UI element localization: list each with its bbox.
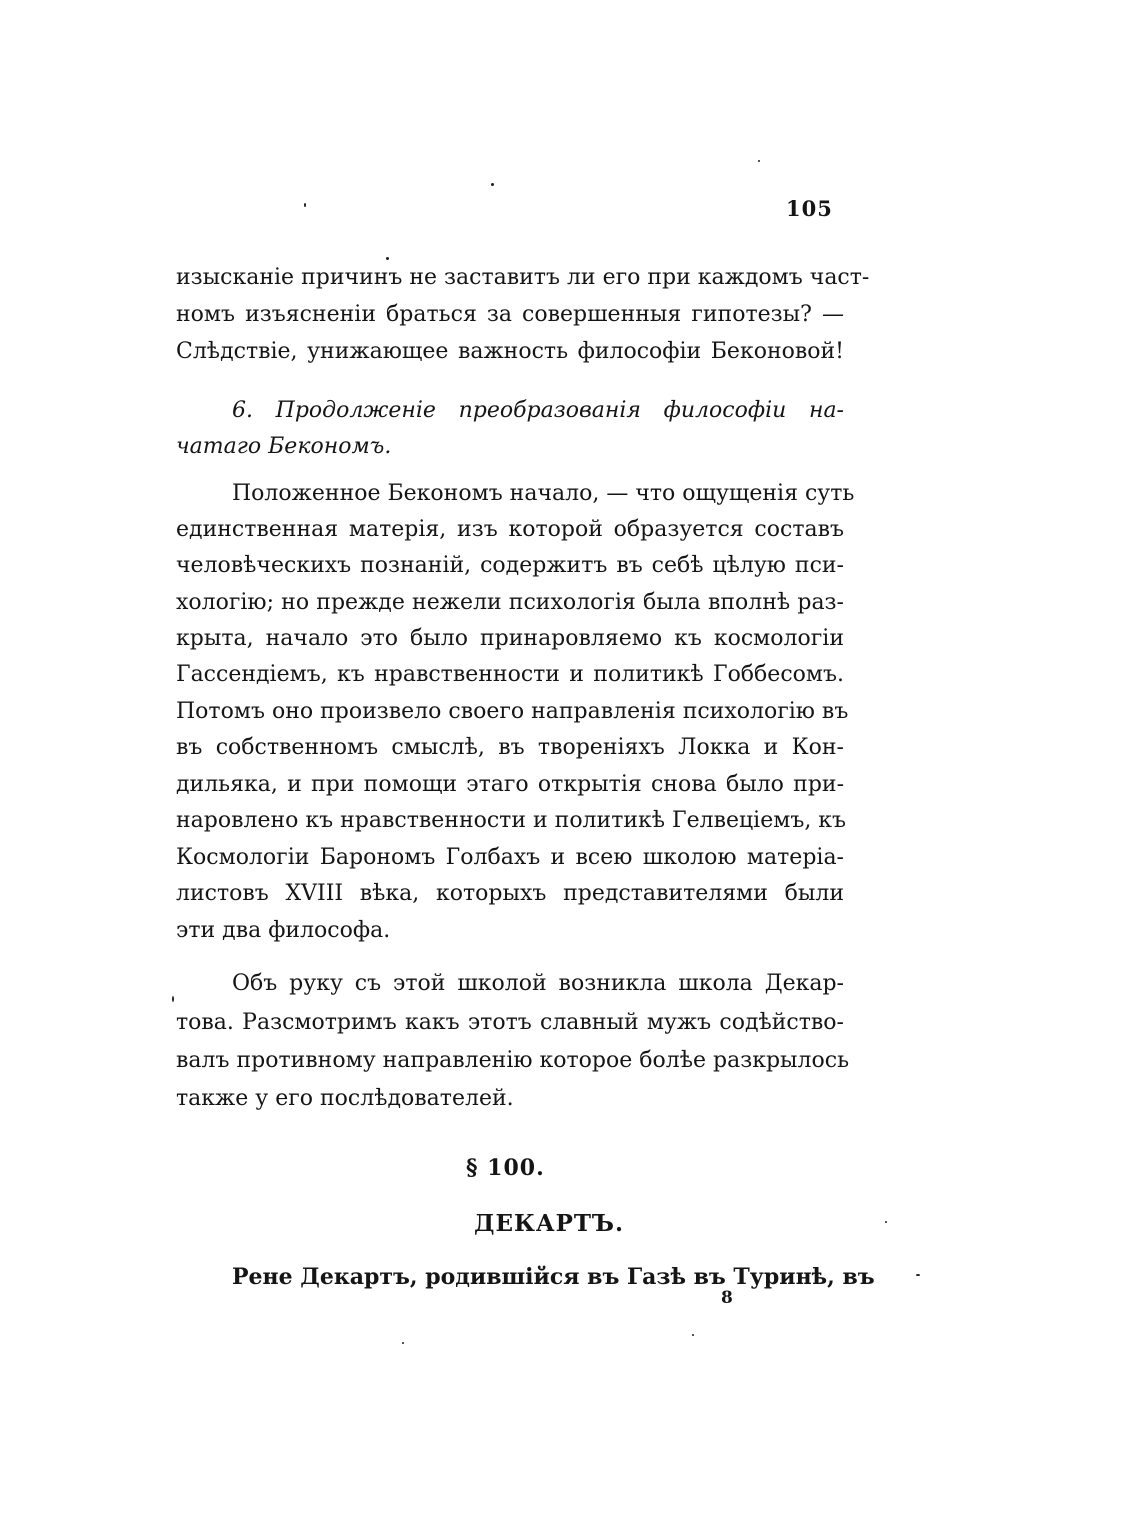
text-line: валъ противному направленію которое болѣе разкрылось xyxy=(176,1048,850,1073)
page-number: 105 xyxy=(786,196,833,221)
text-line: това. Разсмотримъ какъ этотъ славный мужъ содѣйство- xyxy=(176,1010,844,1035)
text-line: также у его послѣдователей. xyxy=(176,1086,514,1111)
scan-speck xyxy=(402,1342,404,1344)
text-line: крыта, начало это было принаровляемо къ космологіи xyxy=(176,626,844,651)
text-line: человѣческихъ познаній, содержитъ въ себѣ цѣлую пси- xyxy=(176,553,844,578)
subheading-line: 6. Продолженіе преобразованія философіи на- xyxy=(232,398,844,423)
text-line: хологію; но прежде нежели психологія была вполнѣ раз- xyxy=(176,590,844,615)
scan-speck xyxy=(692,1334,694,1336)
text-line: дильяка, и при помощи этаго открытія снова было при- xyxy=(176,772,844,797)
text-line: эти два философа. xyxy=(176,918,391,943)
scan-speck xyxy=(491,183,494,186)
scan-speck xyxy=(386,257,389,260)
text-line: Космологіи Барономъ Голбахъ и всею школою матеріа- xyxy=(176,845,844,870)
subheading-line: чатаго Бекономъ. xyxy=(176,434,392,459)
text-line: листовъ XVIII вѣка, которыхъ представителями были xyxy=(176,881,844,906)
section-number: § 100. xyxy=(466,1155,545,1181)
text-line: наровлено къ нравственности и политикѣ Гелвеціемъ, къ xyxy=(176,808,847,833)
text-line: Объ руку съ этой школой возникла школа Декар- xyxy=(232,971,844,996)
text-line: Положенное Бекономъ начало, — что ощущенія суть xyxy=(232,481,855,506)
text-line: Рене Декартъ, родившійся въ Газѣ въ Туринѣ, въ xyxy=(232,1264,875,1290)
section-title: ДЕКАРТЪ. xyxy=(474,1210,625,1237)
scan-speck xyxy=(885,1221,887,1223)
text-line: въ собственномъ смыслѣ, въ твореніяхъ Локка и Кон- xyxy=(176,735,844,760)
text-line: единственная матерія, изъ которой образуется составъ xyxy=(176,517,844,542)
text-line: Потомъ оно произвело своего направленія психологію въ xyxy=(176,699,849,724)
text-line: изысканіе причинъ не заставитъ ли его при каждомъ част- xyxy=(176,265,870,290)
scan-speck xyxy=(304,203,306,207)
scan-speck xyxy=(916,1274,920,1276)
scan-speck xyxy=(758,160,760,162)
text-line: Гассендіемъ, къ нравственности и политикѣ Гоббесомъ. xyxy=(176,662,844,687)
text-line: Слѣдствіе, унижающее важность философіи Беконовой! xyxy=(176,339,844,364)
signature-mark: 8 xyxy=(721,1288,733,1308)
scan-speck xyxy=(172,996,174,1002)
text-line: номъ изъясненіи браться за совершенныя гипотезы? — xyxy=(176,302,844,327)
